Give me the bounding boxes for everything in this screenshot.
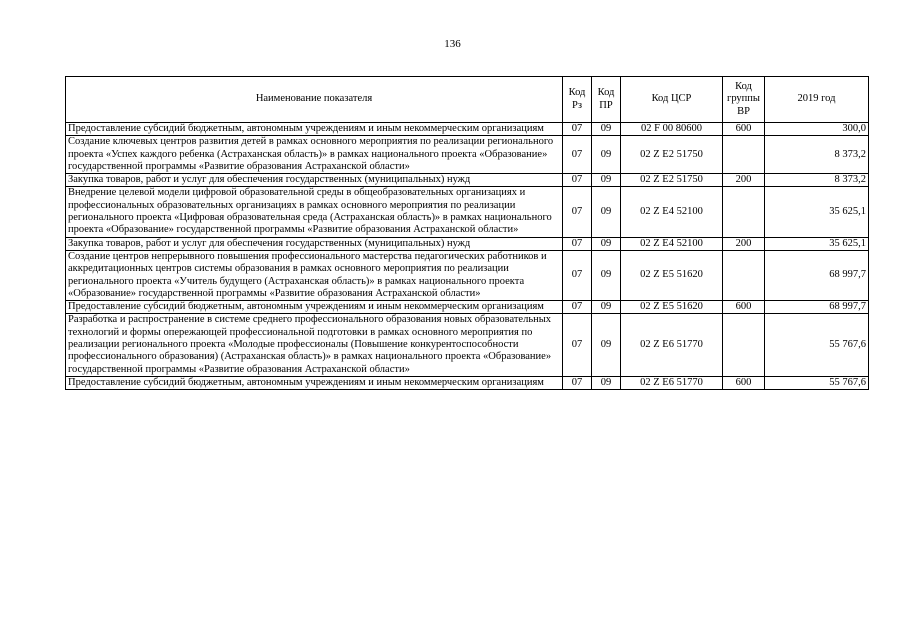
row-name: Закупка товаров, работ и услуг для обеспечения государственных (муниципальных) нужд: [66, 237, 563, 250]
page-number: 136: [444, 38, 461, 50]
header-rz: Код Рз: [563, 77, 592, 123]
table-row: [66, 314, 869, 376]
row-value: 55 767,6: [765, 376, 869, 389]
row-rz: 07: [563, 136, 592, 174]
row-rz: 07: [563, 187, 592, 237]
row-rz: 07: [563, 237, 592, 250]
table-header-row: [66, 77, 869, 123]
row-rz: 07: [563, 250, 592, 300]
row-csr: 02 Z E6 51770: [621, 314, 723, 376]
table-row: [66, 136, 869, 174]
row-value: 35 625,1: [765, 237, 869, 250]
row-vr: 600: [723, 301, 765, 314]
row-value: 68 997,7: [765, 301, 869, 314]
row-vr: [723, 250, 765, 300]
table-row: [66, 123, 869, 136]
row-value: 68 997,7: [765, 250, 869, 300]
row-name: Разработка и распространение в системе среднего профессионального образования новых образовательных технологий и формы опережающей профессиональной подготовки в рамках основного мероприятия по реализации регионального проекта «Молодые профессионалы (Повышение конкурентоспособности профессионального образования) (Астраханская область)» в рамках национального проекта «Образование» государственной программы «Развитие образования Астраханской области»: [66, 314, 563, 376]
row-name: Создание ключевых центров развития детей в рамках основного мероприятия по реализации регионального проекта «Успех каждого ребенка (Астраханская область)» в рамках национального проекта «Образование» государственной программы «Развитие образования Астраханской области»: [66, 136, 563, 174]
row-rz: 07: [563, 314, 592, 376]
table-row: [66, 237, 869, 250]
row-pr: 09: [592, 314, 621, 376]
row-rz: 07: [563, 376, 592, 389]
row-name: Предоставление субсидий бюджетным, автономным учреждениям и иным некоммерческим организациям: [66, 123, 563, 136]
row-vr: [723, 136, 765, 174]
row-csr: 02 Z E2 51750: [621, 174, 723, 187]
row-csr: 02 F 00 80600: [621, 123, 723, 136]
table-row: [66, 187, 869, 237]
row-pr: 09: [592, 136, 621, 174]
row-rz: 07: [563, 301, 592, 314]
row-vr: 200: [723, 237, 765, 250]
row-csr: 02 Z E5 51620: [621, 250, 723, 300]
row-csr: 02 Z E4 52100: [621, 187, 723, 237]
row-pr: 09: [592, 376, 621, 389]
row-pr: 09: [592, 301, 621, 314]
budget-table: [65, 76, 869, 390]
header-vr: Код группы ВР: [723, 77, 765, 123]
row-pr: 09: [592, 123, 621, 136]
table-row: [66, 376, 869, 389]
row-vr: [723, 314, 765, 376]
row-value: 55 767,6: [765, 314, 869, 376]
row-name: Закупка товаров, работ и услуг для обеспечения государственных (муниципальных) нужд: [66, 174, 563, 187]
table-row: [66, 174, 869, 187]
row-value: 8 373,2: [765, 174, 869, 187]
row-vr: 600: [723, 376, 765, 389]
row-pr: 09: [592, 187, 621, 237]
row-csr: 02 Z E2 51750: [621, 136, 723, 174]
row-vr: 200: [723, 174, 765, 187]
row-name: Внедрение целевой модели цифровой образовательной среды в общеобразовательных организациях и профессиональных образовательных организациях в рамках основного мероприятия по реализации регионального проекта «Цифровая образовательная среда (Астраханская область)» в рамках национального проекта «Образование» государственной программы «Развитие образования Астраханской области»: [66, 187, 563, 237]
row-vr: 600: [723, 123, 765, 136]
row-name: Предоставление субсидий бюджетным, автономным учреждениям и иным некоммерческим организациям: [66, 376, 563, 389]
row-value: 35 625,1: [765, 187, 869, 237]
table-row: [66, 250, 869, 300]
row-csr: 02 Z E6 51770: [621, 376, 723, 389]
row-csr: 02 Z E5 51620: [621, 301, 723, 314]
row-pr: 09: [592, 237, 621, 250]
row-name: Создание центров непрерывного повышения профессионального мастерства педагогических работников и аккредитационных центров системы образования в рамках основного мероприятия по реализации регионального проекта «Учитель будущего (Астраханская область)» в рамках национального проекта «Образование» государственной программы «Развитие образования Астраханской области»: [66, 250, 563, 300]
row-value: 300,0: [765, 123, 869, 136]
row-pr: 09: [592, 250, 621, 300]
row-vr: [723, 187, 765, 237]
header-csr: Код ЦСР: [621, 77, 723, 123]
row-rz: 07: [563, 174, 592, 187]
header-pr: Код ПР: [592, 77, 621, 123]
header-year: 2019 год: [765, 77, 869, 123]
row-rz: 07: [563, 123, 592, 136]
header-name: Наименование показателя: [66, 77, 563, 123]
row-name: Предоставление субсидий бюджетным, автономным учреждениям и иным некоммерческим организациям: [66, 301, 563, 314]
row-value: 8 373,2: [765, 136, 869, 174]
table-row: [66, 301, 869, 314]
row-pr: 09: [592, 174, 621, 187]
row-csr: 02 Z E4 52100: [621, 237, 723, 250]
